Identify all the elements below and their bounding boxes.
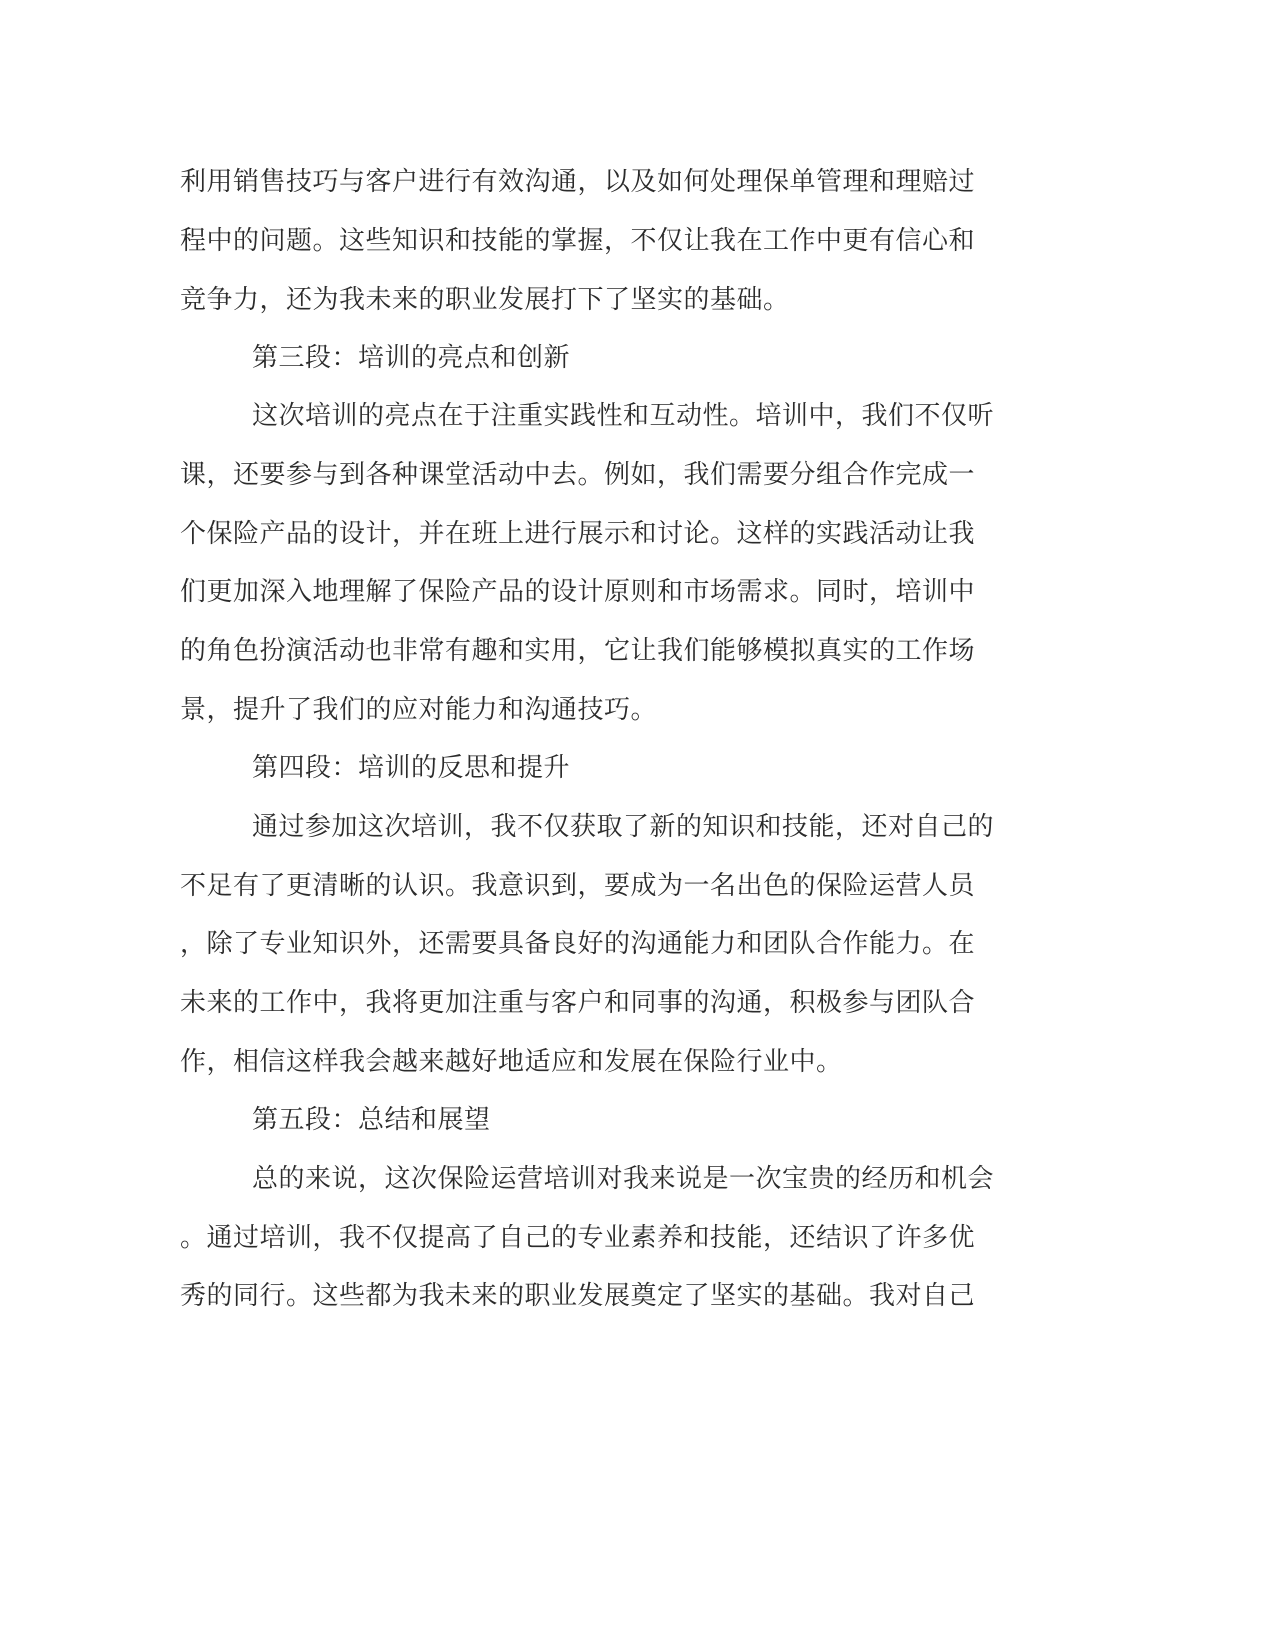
paragraph-line: 这次培训的亮点在于注重实践性和互动性。培训中，我们不仅听: [252, 401, 995, 431]
paragraph-line: 个保险产品的设计，并在班上进行展示和讨论。这样的实践活动让我: [180, 519, 976, 549]
paragraph-line: 总的来说，这次保险运营培训对我来说是一次宝贵的经历和机会: [252, 1164, 995, 1194]
section-heading: 第五段：总结和展望: [252, 1105, 491, 1135]
paragraph-line: 的角色扮演活动也非常有趣和实用，它让我们能够模拟真实的工作场: [180, 636, 976, 666]
section-heading: 第三段：培训的亮点和创新: [252, 343, 571, 373]
paragraph-line: 不足有了更清晰的认识。我意识到，要成为一名出色的保险运营人员: [180, 871, 976, 901]
paragraph-line: 。通过培训，我不仅提高了自己的专业素养和技能，还结识了许多优: [180, 1223, 976, 1253]
section-heading: 第四段：培训的反思和提升: [252, 753, 571, 783]
paragraph-line: 程中的问题。这些知识和技能的掌握，不仅让我在工作中更有信心和: [180, 226, 976, 256]
paragraph-line: 通过参加这次培训，我不仅获取了新的知识和技能，还对自己的: [252, 812, 995, 842]
paragraph-line: 利用销售技巧与客户进行有效沟通，以及如何处理保单管理和理赔过: [180, 167, 976, 197]
paragraph-line: ，除了专业知识外，还需要具备良好的沟通能力和团队合作能力。在: [180, 929, 976, 959]
paragraph-line: 未来的工作中，我将更加注重与客户和同事的沟通，积极参与团队合: [180, 988, 976, 1018]
paragraph-line: 秀的同行。这些都为我未来的职业发展奠定了坚实的基础。我对自己: [180, 1281, 976, 1311]
paragraph-line: 景，提升了我们的应对能力和沟通技巧。: [180, 695, 658, 725]
paragraph-line: 作，相信这样我会越来越好地适应和发展在保险行业中。: [180, 1047, 843, 1077]
paragraph-line: 竞争力，还为我未来的职业发展打下了坚实的基础。: [180, 285, 790, 315]
paragraph-line: 课，还要参与到各种课堂活动中去。例如，我们需要分组合作完成一: [180, 460, 976, 490]
paragraph-line: 们更加深入地理解了保险产品的设计原则和市场需求。同时，培训中: [180, 577, 976, 607]
